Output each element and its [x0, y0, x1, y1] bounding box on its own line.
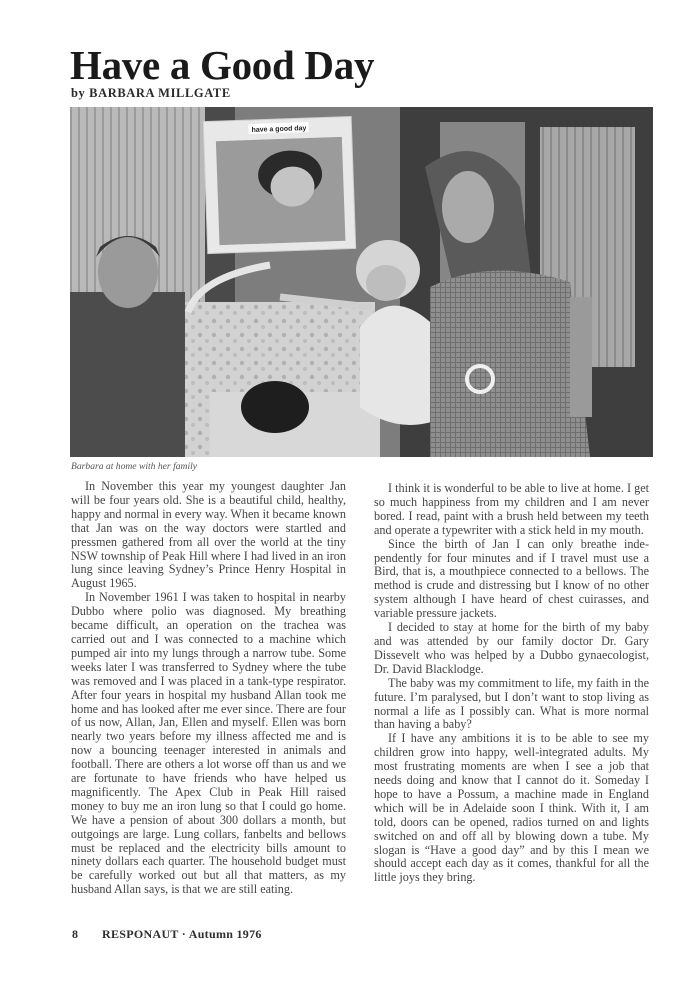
article-title: Have a Good Day — [70, 42, 375, 88]
photo-caption: Barbara at home with her family — [71, 461, 198, 472]
family-photo-illustration — [70, 107, 653, 457]
article-byline: by BARBARA MILLGATE — [71, 86, 231, 100]
paragraph: In November this year my youngest daughter Jan will be four years old. She is a beautiful child, healthy, happy and normal in every way. When it became known that Jan was on the way doctors were startled and pressmen gathered from all over the world at the tiny NSW township of Peak Hill where I had lived in an iron lung since leaving Sydney’s Prince Henry Hospital in August 1965. — [71, 479, 346, 591]
paragraph: The baby was my commitment to life, my faith in the future. I’m paralysed, but I don’t want to stop living as normal a life as I possibly can. What is more normal than having a baby? — [374, 675, 649, 732]
poster-text: have a good day — [251, 125, 307, 134]
page-footer — [72, 927, 262, 942]
publication-name: RESPONAUT · Autumn 1976 — [102, 927, 262, 941]
family-photo — [70, 107, 653, 457]
column-right — [374, 482, 649, 885]
head — [241, 381, 309, 433]
paragraph: If I have any ambitions it is to be able to see my children grow into happy, well-integrated adults. My most frustrating moments are when I see a job that needs doing and know that I cannot do it. Someday I hope to have a Possum, a machine made in England which will be in Adelaide soon I think. With it, I am told, doors can be opened, radios turned on and lights switched on and off all by blowing down a tube. My slogan is “Have a good day” and by this I mean we should accept each day as it comes, thankful for all the little joys they bring. — [374, 731, 649, 885]
paragraph: I think it is wonderful to be able to live at home. I get so much happiness from my children and I am never bored. I read, paint with a brush held between my teeth and operate a typewriter with a stick held in my mouth. — [374, 481, 649, 537]
paragraph: In November 1961 I was taken to hospital in nearby Dubbo where polio was diagnosed. My breathing became difficult, an operation on the trachea was carried out and I was connected to a machine which pumped air into my lungs through a narrow tube. Some weeks later I was transferred to Sydney where the tube was removed and I was placed in a tank-type respirator. After four years in hospital my husband Allan took me home and has looked after me ever since. There are four of us now, Allan, Jan, Ellen and myself. Ellen was born nearly two years before my illness affected me and is now a bouncing teenager interested in animals and football. There are others a lot worse off than us and we are fortunate to have friends who have helped us magnificently. The Apex Club in Peak Hill raised money to buy me an iron lung so that I could go home. We have a pension of about 300 dollars a month, but outgoings are large. Lung collars, fanbelts and bellows must be replaced and the electricity bills amount to ninety dollars each quarter. The household budget must be carefully worked out but all that matters, as my husband Allan says, is that we are still eating. — [71, 590, 346, 897]
column-left — [71, 480, 346, 897]
page-number: 8 — [72, 927, 79, 941]
paragraph: Since the birth of Jan I can only breathe independently for four minutes and if I travel must use a Bird, that is, a mouthpiece connected to a bellows. The method is crude and distressing but I know of no other system although I have heard of chest cuirasses, and variable pressure jackets. — [374, 536, 649, 621]
poster — [203, 116, 356, 253]
paragraph: I decided to stay at home for the birth of my baby and was attended by our family doctor Dr. Gary Dissevelt who was helped by a Dubbo gynaecologist, Dr. David Blacklodge. — [374, 620, 649, 676]
